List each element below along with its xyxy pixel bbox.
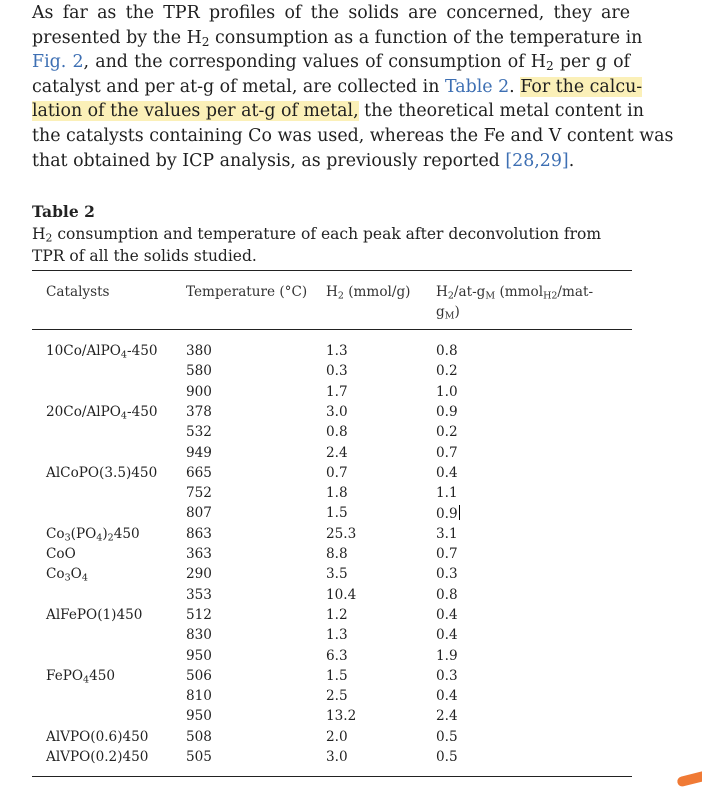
cell-ratio: 0.7 <box>436 546 458 562</box>
cell-temperature: 580 <box>186 363 212 380</box>
table-label: Table 2 <box>32 202 95 221</box>
table-bottom-rule <box>32 776 632 777</box>
body-paragraph <box>32 1 674 173</box>
cell-catalyst: AlVPO(0.2)450 <box>46 749 149 765</box>
subscript: 4 <box>83 674 90 686</box>
cell-ratio: 0.9 <box>436 403 458 420</box>
highlighted-text[interactable]: lation of the values per at-g of metal, <box>32 101 359 122</box>
cell-catalyst: $Co_3O_4$ <box>46 566 88 584</box>
cell-h2: 2.5 <box>326 688 348 705</box>
cell-ratio: 2.4 <box>436 708 458 725</box>
cell-temperature: 363 <box>186 546 212 562</box>
cell-h2: 25.3 <box>326 525 357 542</box>
cell-temperature: 752 <box>186 485 212 502</box>
cell-h2: 0.3 <box>326 363 348 380</box>
subscript: 3 <box>64 572 71 584</box>
cell-temperature: 950 <box>186 647 212 664</box>
table-header-rule <box>32 329 632 330</box>
cell-ratio: 0.4 <box>436 606 458 623</box>
subscript: 4 <box>120 410 127 422</box>
cell-ratio: 0.5 <box>436 749 458 765</box>
cell-h2: 3.0 <box>326 749 348 765</box>
cell-h2: 1.3 <box>326 627 348 644</box>
cell-temperature: 506 <box>186 667 212 684</box>
subscript: 4 <box>120 349 127 361</box>
cell-h2: 1.5 <box>326 505 348 522</box>
cell-temperature: 949 <box>186 444 212 461</box>
subscript: 4 <box>96 532 103 544</box>
para-line-6: the catalysts containing Co was used, whereas the Fe and V content was <box>32 125 674 146</box>
cell-ratio: 0.8 <box>436 586 458 603</box>
cell-ratio: 1.1 <box>436 485 458 502</box>
cell-catalyst: AlVPO(0.6)450 <box>46 728 149 745</box>
cell-temperature: 505 <box>186 749 212 765</box>
text-cursor <box>459 505 460 520</box>
cell-h2: 3.5 <box>326 566 348 583</box>
cell-ratio: 1.0 <box>436 383 458 400</box>
cell-ratio: 1.9 <box>436 647 458 664</box>
cell-ratio: 3.1 <box>436 525 458 542</box>
cell-h2: 1.7 <box>326 383 348 400</box>
cell-temperature: 353 <box>186 586 212 603</box>
header-catalysts: Catalysts <box>46 284 110 300</box>
cell-ratio: 0.2 <box>436 424 458 441</box>
cell-ratio: 0.4 <box>436 464 458 481</box>
cell-temperature: 532 <box>186 424 212 441</box>
cell-ratio: 0.7 <box>436 444 458 461</box>
cell-h2: 1.8 <box>326 485 348 502</box>
cell-ratio: 0.4 <box>436 688 458 705</box>
para-line-5: lation of the values per at-g of metal, the theoretical metal content in <box>32 101 644 122</box>
header-temperature: Temperature (°C) <box>186 284 308 300</box>
cell-temperature: 378 <box>186 403 212 420</box>
cell-temperature: 665 <box>186 464 212 481</box>
cell-catalyst: AlCoPO(3.5)450 <box>46 464 158 481</box>
table-caption: $H_2$ consumption and temperature of each peak after deconvolution from TPR of all the solids studied. <box>32 225 602 265</box>
cell-ratio: 0.3 <box>436 566 458 583</box>
reference-link[interactable]: [28,29] <box>505 150 569 171</box>
cell-h2: 13.2 <box>326 708 357 725</box>
cell-ratio: 0.8 <box>436 343 458 359</box>
cell-ratio: 0.5 <box>436 728 458 745</box>
cell-temperature: 810 <box>186 688 212 705</box>
cell-h2: 3.0 <box>326 403 348 420</box>
cell-catalyst: AlFePO(1)450 <box>46 606 143 623</box>
cell-temperature: 863 <box>186 525 212 542</box>
para-line-7: that obtained by ICP analysis, as previously reported [28,29]. <box>32 150 575 171</box>
para-line-1: As far as the TPR profiles of the solids are concerned, they are <box>32 3 630 23</box>
cell-catalyst: 20Co/AlPO$_4$-450 <box>46 403 158 422</box>
subscript: 4 <box>81 572 88 584</box>
cell-h2: 10.4 <box>326 586 357 603</box>
cell-h2: 0.8 <box>326 424 348 441</box>
cell-temperature: 950 <box>186 708 212 725</box>
fig-2-link[interactable]: Fig. 2 <box>32 52 84 73</box>
table-2-link[interactable]: Table 2 <box>444 76 510 97</box>
edge-marker <box>676 771 702 788</box>
header-h2: $H_2$ (mmol/g) <box>326 284 411 302</box>
cell-h2: 1.5 <box>326 667 348 684</box>
cell-h2: 2.4 <box>326 444 348 461</box>
cell-temperature: 290 <box>186 566 212 583</box>
cell-catalyst: CoO <box>46 546 76 562</box>
highlighted-text[interactable]: For the calcu- <box>520 76 643 97</box>
cell-ratio: 0.4 <box>436 627 458 644</box>
subscript: 3 <box>64 532 71 544</box>
cell-h2: 2.0 <box>326 728 348 745</box>
cell-catalyst: FePO$_4$450 <box>46 667 116 686</box>
header-ratio: $H_2/at-g_M$ (mmol$_{H2}$/mat- $g_M$) <box>436 284 594 322</box>
para-line-4: catalyst and per at-g of metal, are collected in Table 2. For the calcu- <box>32 76 643 97</box>
cell-temperature: 380 <box>186 343 212 359</box>
cell-h2: 6.3 <box>326 647 348 664</box>
para-line-3: Fig. 2, and the corresponding values of consumption of $H_2$ per g of <box>32 52 630 74</box>
cell-ratio: 0.2 <box>436 363 458 380</box>
table-top-rule <box>32 270 632 271</box>
subscript: 2 <box>107 532 114 544</box>
cell-temperature: 508 <box>186 728 212 745</box>
cell-h2: 1.2 <box>326 606 348 623</box>
cell-temperature: 900 <box>186 383 212 400</box>
cell-ratio: 0.9 <box>436 506 458 523</box>
cell-h2: 1.3 <box>326 343 348 359</box>
cell-catalyst: $Co_3(PO_4)_2450$ <box>46 525 140 544</box>
cell-h2: 0.7 <box>326 464 348 481</box>
cell-temperature: 512 <box>186 606 212 623</box>
cell-temperature: 830 <box>186 627 212 644</box>
para-line-2: presented by the $H_2$ consumption as a function of the temperature in <box>32 27 643 49</box>
cell-catalyst: 10Co/AlPO$_4$-450 <box>46 343 158 361</box>
cell-temperature: 807 <box>186 505 212 522</box>
cell-ratio: 0.3 <box>436 667 458 684</box>
cell-h2: 8.8 <box>326 546 348 562</box>
